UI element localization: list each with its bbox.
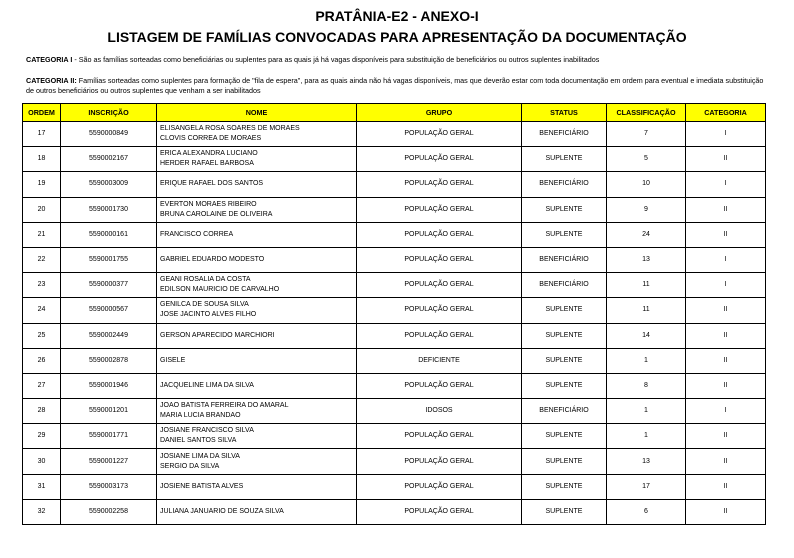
- table-row: [23, 222, 766, 247]
- cell-ordem: 24: [23, 298, 61, 323]
- table-row: [23, 197, 766, 222]
- cell-status: SUPLENTE: [522, 222, 607, 247]
- cell-status: SUPLENTE: [522, 373, 607, 398]
- cell-inscricao: 5590000161: [61, 222, 157, 247]
- cell-inscricao: 5590001946: [61, 373, 157, 398]
- cell-classificacao: 1: [607, 424, 686, 449]
- cell-inscricao: 5590001771: [61, 424, 157, 449]
- cell-nome: [157, 122, 357, 147]
- name-secondary: HERDER RAFAEL BARBOSA: [160, 160, 254, 168]
- table-header-row: [23, 104, 766, 122]
- document-title: PRATÂNIA-E2 - ANEXO-I: [315, 8, 479, 24]
- name-primary: GEANI ROSALIA DA COSTA: [160, 276, 251, 284]
- cell-grupo: POPULAÇÃO GERAL: [357, 373, 522, 398]
- cell-nome: [157, 474, 357, 499]
- cell-classificacao: 8: [607, 373, 686, 398]
- document-subtitle: LISTAGEM DE FAMÍLIAS CONVOCADAS PARA APRESENTAÇÃO DA DOCUMENTAÇÃO: [107, 29, 687, 45]
- cell-grupo: DEFICIENTE: [357, 348, 522, 373]
- header-ordem: ORDEM: [23, 104, 61, 122]
- category-2-description: [26, 76, 766, 96]
- cell-grupo: POPULAÇÃO GERAL: [357, 122, 522, 147]
- cell-inscricao: 5590000377: [61, 273, 157, 298]
- cell-nome: [157, 449, 357, 474]
- name-secondary: EDILSON MAURICIO DE CARVALHO: [160, 286, 280, 294]
- cell-ordem: 20: [23, 197, 61, 222]
- name-primary: FRANCISCO CORREA: [160, 230, 234, 238]
- cell-grupo: POPULAÇÃO GERAL: [357, 474, 522, 499]
- cell-inscricao: 5590003009: [61, 172, 157, 197]
- cell-nome: [157, 499, 357, 524]
- name-primary: ELISANGELA ROSA SOARES DE MORAES: [160, 125, 300, 133]
- cell-classificacao: 13: [607, 449, 686, 474]
- cell-status: SUPLENTE: [522, 499, 607, 524]
- cell-status: SUPLENTE: [522, 449, 607, 474]
- cell-grupo: POPULAÇÃO GERAL: [357, 247, 522, 272]
- cell-nome: [157, 298, 357, 323]
- cell-nome: [157, 197, 357, 222]
- cell-classificacao: 6: [607, 499, 686, 524]
- cell-classificacao: 13: [607, 247, 686, 272]
- name-primary: JOAO BATISTA FERREIRA DO AMARAL: [160, 402, 289, 410]
- cell-status: SUPLENTE: [522, 298, 607, 323]
- name-secondary: JOSE JACINTO ALVES FILHO: [160, 311, 257, 319]
- table-row: [23, 323, 766, 348]
- cell-inscricao: 5590002258: [61, 499, 157, 524]
- name-primary: JULIANA JANUARIO DE SOUZA SILVA: [160, 507, 284, 515]
- cell-grupo: POPULAÇÃO GERAL: [357, 499, 522, 524]
- category-1-text: - São as famílias sorteadas como beneficiárias ou suplentes para as quais já há vagas disponíveis para substituição de beneficiários ou outros suplentes inabilitados: [72, 55, 600, 64]
- cell-status: SUPLENTE: [522, 197, 607, 222]
- cell-categoria: II: [686, 499, 766, 524]
- table-row: [23, 247, 766, 272]
- cell-categoria: II: [686, 449, 766, 474]
- name-primary: GENILCA DE SOUSA SILVA: [160, 301, 249, 309]
- cell-categoria: I: [686, 122, 766, 147]
- name-primary: ERICA ALEXANDRA LUCIANO: [160, 150, 258, 158]
- cell-inscricao: 5590001755: [61, 247, 157, 272]
- cell-categoria: II: [686, 222, 766, 247]
- name-primary: GERSON APARECIDO MARCHIORI: [160, 331, 275, 339]
- cell-categoria: II: [686, 147, 766, 172]
- header-grupo: GRUPO: [357, 104, 522, 122]
- cell-status: SUPLENTE: [522, 424, 607, 449]
- header-nome: NOME: [157, 104, 357, 122]
- cell-grupo: POPULAÇÃO GERAL: [357, 172, 522, 197]
- header-categoria: CATEGORIA: [686, 104, 766, 122]
- table-row: [23, 474, 766, 499]
- name-primary: JOSIANE FRANCISCO SILVA: [160, 427, 254, 435]
- cell-status: BENEFICIÁRIO: [522, 122, 607, 147]
- cell-nome: [157, 323, 357, 348]
- name-secondary: CLOVIS CORREA DE MORAES: [160, 135, 262, 143]
- cell-classificacao: 1: [607, 348, 686, 373]
- cell-nome: [157, 247, 357, 272]
- table-row: [23, 298, 766, 323]
- name-primary: EVERTON MORAES RIBEIRO: [160, 200, 257, 208]
- cell-nome: [157, 222, 357, 247]
- cell-classificacao: 24: [607, 222, 686, 247]
- cell-nome: [157, 373, 357, 398]
- name-secondary: DANIEL SANTOS SILVA: [160, 437, 237, 445]
- cell-classificacao: 14: [607, 323, 686, 348]
- name-primary: GISELE: [160, 356, 186, 364]
- header-classificacao: CLASSIFICAÇÃO: [607, 104, 686, 122]
- cell-categoria: II: [686, 474, 766, 499]
- cell-grupo: IDOSOS: [357, 399, 522, 424]
- table-row: [23, 273, 766, 298]
- cell-ordem: 22: [23, 247, 61, 272]
- cell-ordem: 32: [23, 499, 61, 524]
- category-1-label: CATEGORIA I: [26, 55, 73, 64]
- cell-categoria: II: [686, 348, 766, 373]
- cell-inscricao: 5590002167: [61, 147, 157, 172]
- name-secondary: BRUNA CAROLAINE DE OLIVEIRA: [160, 210, 273, 218]
- cell-status: BENEFICIÁRIO: [522, 273, 607, 298]
- name-primary: JOSIENE BATISTA ALVES: [160, 482, 244, 490]
- table-row: [23, 499, 766, 524]
- cell-status: SUPLENTE: [522, 323, 607, 348]
- cell-grupo: POPULAÇÃO GERAL: [357, 449, 522, 474]
- cell-inscricao: 5590001201: [61, 399, 157, 424]
- cell-inscricao: 5590001730: [61, 197, 157, 222]
- cell-grupo: POPULAÇÃO GERAL: [357, 323, 522, 348]
- cell-nome: [157, 348, 357, 373]
- cell-ordem: 28: [23, 399, 61, 424]
- cell-classificacao: 11: [607, 273, 686, 298]
- cell-status: BENEFICIÁRIO: [522, 172, 607, 197]
- cell-categoria: II: [686, 373, 766, 398]
- cell-inscricao: 5590003173: [61, 474, 157, 499]
- cell-nome: [157, 424, 357, 449]
- cell-categoria: I: [686, 247, 766, 272]
- cell-grupo: POPULAÇÃO GERAL: [357, 424, 522, 449]
- cell-ordem: 18: [23, 147, 61, 172]
- cell-ordem: 21: [23, 222, 61, 247]
- cell-nome: [157, 172, 357, 197]
- cell-ordem: 17: [23, 122, 61, 147]
- table-row: [23, 122, 766, 147]
- cell-grupo: POPULAÇÃO GERAL: [357, 298, 522, 323]
- cell-classificacao: 9: [607, 197, 686, 222]
- table-row: [23, 348, 766, 373]
- cell-categoria: II: [686, 197, 766, 222]
- cell-inscricao: 5590000849: [61, 122, 157, 147]
- cell-inscricao: 5590002878: [61, 348, 157, 373]
- cell-classificacao: 5: [607, 147, 686, 172]
- category-2-label: CATEGORIA II:: [26, 76, 77, 85]
- cell-categoria: I: [686, 273, 766, 298]
- name-primary: ERIQUE RAFAEL DOS SANTOS: [160, 180, 264, 188]
- cell-status: BENEFICIÁRIO: [522, 399, 607, 424]
- name-secondary: MARIA LUCIA BRANDAO: [160, 412, 241, 420]
- table-row: [23, 373, 766, 398]
- table-body: [23, 122, 766, 525]
- cell-inscricao: 5590000567: [61, 298, 157, 323]
- cell-ordem: 19: [23, 172, 61, 197]
- table-row: [23, 147, 766, 172]
- cell-categoria: II: [686, 323, 766, 348]
- cell-categoria: II: [686, 298, 766, 323]
- cell-categoria: I: [686, 172, 766, 197]
- table-row: [23, 172, 766, 197]
- cell-nome: [157, 147, 357, 172]
- name-primary: GABRIEL EDUARDO MODESTO: [160, 256, 265, 264]
- cell-grupo: POPULAÇÃO GERAL: [357, 222, 522, 247]
- name-secondary: SERGIO DA SILVA: [160, 462, 220, 470]
- table-row: [23, 424, 766, 449]
- cell-ordem: 23: [23, 273, 61, 298]
- cell-grupo: POPULAÇÃO GERAL: [357, 273, 522, 298]
- table-row: [23, 399, 766, 424]
- cell-classificacao: 10: [607, 172, 686, 197]
- cell-classificacao: 11: [607, 298, 686, 323]
- name-primary: JOSIANE LIMA DA SILVA: [160, 452, 240, 460]
- header-status: STATUS: [522, 104, 607, 122]
- category-2-text: Famílias sorteadas como suplentes para formação de "fila de espera", para as quais ainda não há vagas disponíveis, mas que deverão estar com toda documentação em ordem para eventual e imediata substituição de outros beneficiários ou outros suplentes que venham a ser inabilitados: [26, 76, 764, 95]
- name-primary: JACQUELINE LIMA DA SILVA: [160, 381, 254, 389]
- cell-status: BENEFICIÁRIO: [522, 247, 607, 272]
- header-inscricao: INSCRIÇÃO: [61, 104, 157, 122]
- cell-status: SUPLENTE: [522, 147, 607, 172]
- cell-nome: [157, 399, 357, 424]
- cell-inscricao: 5590002449: [61, 323, 157, 348]
- table-row: [23, 449, 766, 474]
- cell-status: SUPLENTE: [522, 474, 607, 499]
- cell-inscricao: 5590001227: [61, 449, 157, 474]
- cell-status: SUPLENTE: [522, 348, 607, 373]
- cell-classificacao: 7: [607, 122, 686, 147]
- cell-ordem: 29: [23, 424, 61, 449]
- cell-ordem: 30: [23, 449, 61, 474]
- cell-ordem: 25: [23, 323, 61, 348]
- cell-grupo: POPULAÇÃO GERAL: [357, 147, 522, 172]
- cell-classificacao: 1: [607, 399, 686, 424]
- cell-nome: [157, 273, 357, 298]
- cell-classificacao: 17: [607, 474, 686, 499]
- cell-ordem: 31: [23, 474, 61, 499]
- cell-ordem: 26: [23, 348, 61, 373]
- cell-categoria: II: [686, 424, 766, 449]
- cell-grupo: POPULAÇÃO GERAL: [357, 197, 522, 222]
- families-table: [22, 103, 766, 525]
- cell-ordem: 27: [23, 373, 61, 398]
- category-1-description: [26, 55, 776, 65]
- cell-categoria: I: [686, 399, 766, 424]
